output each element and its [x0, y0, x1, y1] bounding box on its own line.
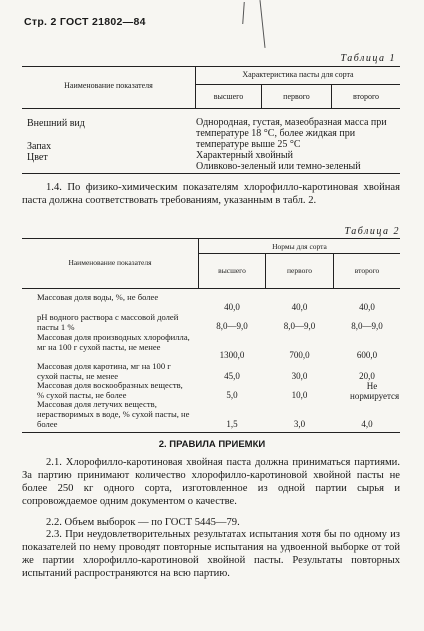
table2-row-name: Массовая доля каротина, мг на 100 г сухой пасты, не менее	[37, 361, 171, 381]
table1-row-value: Однородная, густая, мазеобразная масса при температуре 18 °С, более жидкая при температуре выше 25 °С	[196, 117, 387, 150]
table2-grade: первого	[287, 266, 312, 275]
table2-row-name: pH водного раствора с массовой долей пасты 1 %	[37, 312, 179, 332]
table1-row-value: Характерный хвойный	[196, 150, 293, 161]
paragraph-1-4: 1.4. По физико-химическим показателям хлорофилло-каротиновая хвойная паста должна соответствовать требованиям, указанным в табл. 2.	[22, 182, 400, 206]
table2-grade: высшего	[218, 266, 246, 275]
table1-row-name: Цвет	[27, 152, 48, 163]
table1-row-value: Оливково-зеленый или темно-зеленый	[196, 161, 361, 172]
table2-value: 45,0	[224, 371, 240, 381]
table2-value: 8,0—9,0	[283, 321, 316, 331]
paragraph-2-3: 2.3. При неудовлетворительных результатах испытания хотя бы по одному из показателей по нему проводят повторные испытания на удвоенной выборке от той же партии хлорофилло-каротиновой хвойной пасты. Результаты повторных испытаний распространяются на всю партию.	[22, 529, 400, 579]
table2-row-name: Массовая доля воды, %, не более	[37, 292, 159, 302]
table1-col-indicator: Наименование показателя	[64, 81, 153, 90]
table2-value: 40,0	[291, 302, 308, 312]
table2-value: 40,0	[224, 302, 240, 312]
page-header: Стр. 2 ГОСТ 21802—84	[24, 16, 146, 28]
table2-value: 5,0	[226, 390, 238, 400]
table2-value: 600,0	[356, 350, 378, 360]
table2-row-name: Массовая доля воскообразных веществ, % сухой пасты, не более	[37, 380, 183, 400]
table1-grade: второго	[352, 92, 380, 101]
scan-mark	[242, 2, 245, 24]
table2-value: 1,5	[226, 419, 238, 429]
table1-grade: высшего	[213, 92, 244, 101]
table2-row-name: Массовая доля летучих веществ, нерастворимых в воде, % сухой пасты, не более	[37, 399, 190, 429]
table1-row-name: Внешний вид	[27, 118, 85, 129]
paragraph-2-2: 2.2. Объем выборок — по ГОСТ 5445—79.	[46, 517, 240, 528]
table2-value: Не нормируется	[350, 381, 400, 401]
table1-grade: первого	[283, 92, 310, 101]
paragraph-2-1: 2.1. Хлорофилло-каротиновая хвойная паста должна приниматься партиями. За партию принимают количество хлорофилло-каротиновой хвойной пасты не более 250 кг одного сорта, изготовленное из одной партии сырья и сопровождаемое одним документом о качестве.	[22, 457, 400, 507]
table2-value: 700,0	[289, 350, 310, 360]
table1-col-group: Характеристика пасты для сорта	[242, 70, 354, 79]
table2-value: 3,0	[293, 419, 306, 429]
table1-row-name: Запах	[27, 141, 52, 152]
table1-caption: Таблица 1	[340, 53, 396, 64]
table2-value: 40,0	[359, 302, 375, 312]
table2-value: 8,0—9,0	[216, 321, 248, 331]
table2-col-indicator: Наименование показателя	[68, 258, 152, 267]
table2-row-name: Массовая доля производных хлорофилла, мг на 100 г сухой пасты, не менее	[37, 332, 190, 352]
table2-value: 1300,0	[219, 350, 245, 360]
table2-caption: Таблица 2	[344, 226, 400, 237]
section-title: 2. ПРАВИЛА ПРИЕМКИ	[158, 439, 266, 450]
table2-value: 8,0—9,0	[351, 321, 383, 331]
table2-value: 20,0	[359, 371, 375, 381]
table2-grade: второго	[354, 266, 380, 275]
table2-value: 30,0	[291, 371, 308, 381]
table2-value: 4,0	[361, 419, 373, 429]
table2-col-group: Нормы для сорта	[272, 242, 327, 251]
scan-mark	[259, 0, 265, 48]
table2-value: 10,0	[291, 390, 308, 400]
